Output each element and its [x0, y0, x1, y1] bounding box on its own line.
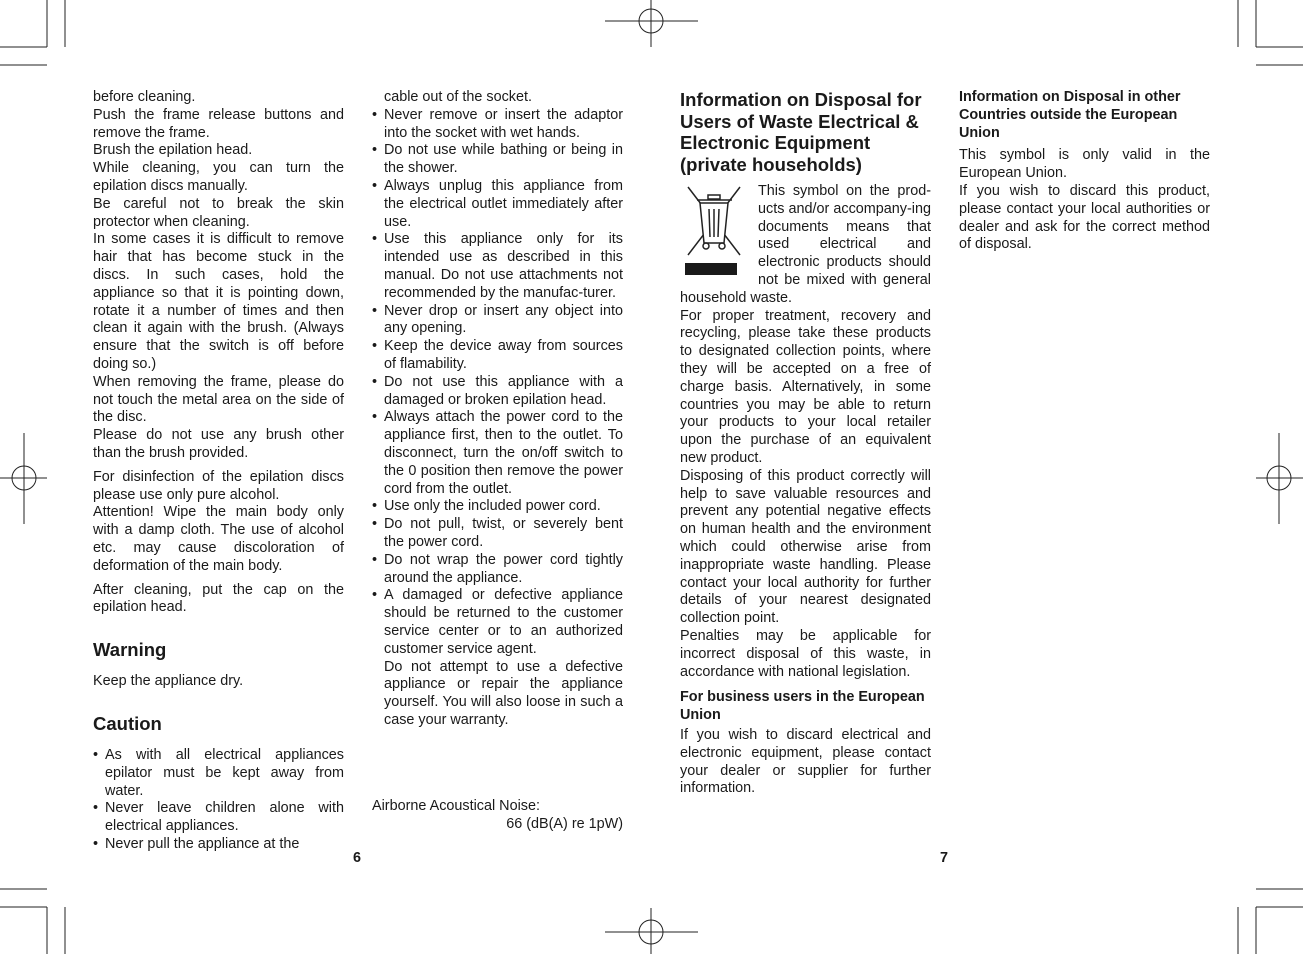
list-item: • As with all electrical appliances epilator must be kept away from water. — [93, 747, 344, 800]
caution-list-continued — [372, 107, 623, 659]
paragraph: before cleaning. — [93, 89, 196, 105]
paragraph: For proper treatment, recovery and recycling, please take these products to designated collection points, where they will be accepted on a free of charge basis. Alternatively, in some countries you may be able to return your products to your local retailer upon the purchase of an equivalent new product. — [680, 307, 931, 466]
paragraph: While cleaning, you can turn the epilation discs manually. — [93, 160, 344, 194]
list-item: • Do not wrap the power cord tightly around the appliance. — [372, 552, 623, 588]
business-heading: For business users in the European Union — [680, 689, 925, 724]
column-3 — [680, 89, 931, 798]
warranty-note: Do not attempt to use a defective appliance or repair the appliance yourself. You will also loose in such a case your warranty. — [384, 658, 623, 728]
paragraph: Please do not use any brush other than the brush provided. — [93, 427, 344, 461]
list-item: • Do not use while bathing or being in the shower. — [372, 142, 623, 178]
page-number-right: 7 — [940, 850, 949, 866]
noise-value: 66 (dB(A) re 1pW) — [506, 815, 623, 832]
page-number-left: 6 — [353, 850, 362, 866]
paragraph: If you wish to discard this product, please contact your local authorities or dealer and ask for the correct method of disposal. — [959, 182, 1210, 253]
paragraph: In some cases it is difficult to remove hair that has become stuck in the discs. In such cases, hold the appliance so that it is pointing down, rotate it a number of times and then clean it again with the brush. (Always ensure that the switch is off before doing so.) — [93, 231, 344, 372]
paragraph: Be careful not to break the skin protector when cleaning. — [93, 195, 344, 230]
list-item: • Always unplug this appliance from the electrical outlet immediately after use. — [372, 178, 623, 231]
paragraph: Push the frame release buttons and remove the frame. — [93, 106, 344, 141]
column-1 — [93, 89, 344, 854]
paragraph: For disinfection of the epilation discs please use only pure alcohol. — [93, 468, 344, 503]
list-item: • Keep the device away from sources of flamability. — [372, 338, 623, 374]
list-item: • A damaged or defective appliance should be returned to the customer service center or to an authorized customer service agent. — [372, 587, 623, 658]
acoustic-noise-block — [372, 798, 623, 834]
paragraph: Penalties may be applicable for incorrect disposal of this waste, in accordance with national legislation. — [680, 627, 931, 680]
paragraph: After cleaning, put the cap on the epilation head. — [93, 581, 344, 616]
column-4 — [959, 89, 1210, 254]
list-item: • Never pull the appliance at the — [93, 836, 344, 854]
paragraph: When removing the frame, please do not touch the metal area on the side of the disc. — [93, 373, 344, 426]
list-item: • Never leave children alone with electrical appliances. — [93, 800, 344, 836]
crossed-out-wheelie-bin-icon — [680, 183, 750, 281]
column-2 — [372, 89, 623, 730]
list-item: • Never remove or insert the adaptor into the socket with wet hands. — [372, 107, 623, 143]
paragraph: Disposing of this product correctly will help to save valuable resources and prevent any potential negative effects on human health and the environment which could otherwise arise from inappropriate waste handling. Please contact your local authority for further details of your nearest designated collection point. — [680, 467, 931, 627]
list-item: • Always attach the power cord to the appliance first, then to the outlet. To disconnect, turn the on/off switch to the 0 position then remove the power cord from the outlet. — [372, 409, 623, 498]
list-item: • Never drop or insert any object into any opening. — [372, 303, 623, 339]
warning-heading: Warning — [93, 639, 167, 661]
paragraph: Brush the epilation head. — [93, 142, 253, 159]
list-item: • Do not pull, twist, or severely bent the power cord. — [372, 516, 623, 552]
warning-text: Keep the appliance dry. — [93, 673, 244, 690]
paragraph: Attention! Wipe the main body only with a damp cloth. The use of alcohol etc. may cause discoloration of deformation of the main body. — [93, 504, 344, 574]
symbol-description: This symbol on the prod-ucts and/or accompany-ing documents means that used electrical and electronic products should not be mixed with general household waste. — [680, 183, 931, 306]
list-item: • Do not use this appliance with a damaged or broken epilation head. — [372, 374, 623, 410]
business-text: If you wish to discard electrical and electronic equipment, please contact your dealer or supplier for further information. — [680, 726, 931, 797]
noise-label: Airborne Acoustical Noise: — [372, 798, 540, 814]
list-item: • Use this appliance only for its intended use as described in this manual. Do not use attachments not recommended by the manufac-turer. — [372, 231, 623, 302]
caution-heading: Caution — [93, 712, 162, 734]
outside-eu-heading: Information on Disposal in other Countries outside the European Union — [959, 89, 1181, 141]
list-item: • Use only the included power cord. — [372, 498, 623, 516]
paragraph: This symbol is only valid in the European Union. — [959, 147, 1210, 182]
caution-list — [93, 747, 344, 854]
symbol-block — [680, 183, 931, 308]
continuation-text: cable out of the socket. — [384, 89, 532, 105]
disposal-title: Information on Disposal for Users of Waste Electrical & Electronic Equipment (private households) — [680, 89, 922, 175]
